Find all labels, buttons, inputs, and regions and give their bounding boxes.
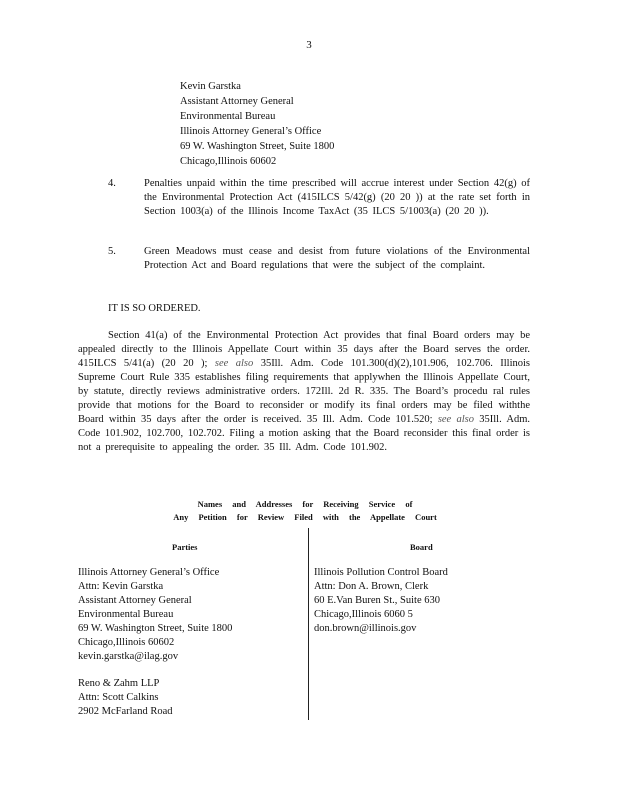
notice-text: Section 41(a) of the Environmental Protection Act provides that final Board orders may be appealed directly to the Illinois Appellate Court within 35 days after the Board serves the order. 415ILCS 5/41(a) (20 20 );	[78, 330, 530, 369]
address-line: Attn: Kevin Garstka	[78, 581, 164, 592]
address-line: Chicago,Illinois 60602	[78, 637, 175, 648]
column-divider	[308, 528, 309, 720]
address-line: Illinois Pollution Control Board	[314, 567, 448, 578]
page-number: 3	[306, 39, 312, 51]
service-list-heading	[160, 498, 450, 524]
address-line: Kevin Garstka	[180, 81, 241, 92]
address-line: 69 W. Washington Street, Suite 1800	[180, 141, 335, 152]
address-line: Illinois Attorney General’s Office	[180, 126, 322, 137]
board-address	[314, 566, 448, 636]
order-item-text: Green Meadows must cease and desist from future violations of the Environmental Protection Act and Board regulations that were the subject of the complaint.	[144, 246, 530, 271]
address-line: Assistant Attorney General	[78, 595, 192, 606]
address-line: Environmental Bureau	[180, 111, 276, 122]
address-block	[180, 80, 334, 170]
address-line: Chicago,Illinois 6060 5	[314, 609, 413, 620]
address-line: 69 W. Washington Street, Suite 1800	[78, 623, 233, 634]
see-also: see also	[214, 358, 254, 369]
address-line: Assistant Attorney General	[180, 96, 294, 107]
order-item-number: 4.	[108, 178, 116, 189]
appeal-notice-paragraph	[78, 329, 530, 455]
email-line: kevin.garstka@ilag.gov	[78, 651, 179, 662]
notice-text: 35Ill. Adm. Code 101.902, 102.700, 102.702. Filing a motion asking that the Board reconsider this final order is not a prerequisite to appealing the order. 35 Ill. Adm. Code 101.902.	[78, 414, 530, 453]
service-heading-line: Any Petition for Review Filed with the Appellate Court	[173, 512, 437, 522]
address-line: Illinois Attorney General’s Office	[78, 567, 220, 578]
see-also: see also	[437, 414, 474, 425]
parties-heading: Parties	[172, 542, 198, 552]
board-heading: Board	[410, 542, 433, 552]
order-item-text: Penalties unpaid within the time prescribed will accrue interest under Section 42(g) of the Environmental Protection Act (415ILCS 5/42(g) (20 20 )) at the rate set forth in Section 1003(a) of the Illinois Income TaxAct (35 ILCS 5/1003(a) (20 20 )).	[144, 178, 530, 217]
party-address-reno-zahm	[78, 677, 173, 719]
service-heading-line: Names and Addresses for Receiving Service of	[197, 499, 413, 509]
so-ordered: IT IS SO ORDERED.	[108, 303, 201, 314]
address-line: Attn: Scott Calkins	[78, 692, 159, 703]
address-line: Reno & Zahm LLP	[78, 678, 160, 689]
address-line: Environmental Bureau	[78, 609, 174, 620]
address-line: 60 E.Van Buren St., Suite 630	[314, 595, 440, 606]
email-line: don.brown@illinois.gov	[314, 623, 417, 634]
notice-text: 35Ill. Adm. Code 101.300(d)(2),101.906, 102.706. Illinois Supreme Court Rule 335 establishes filing requirements that applywhen the Illinois Appellate Court, by statute, directly reviews administrative orders. 172Ill. 2d R. 335. The Board’s procedu ral rules provide that motions for the Board to reconsider or modify its final orders may be filed withthe Board within 35 days after the order is received. 35 Ill. Adm. Code 101.520;	[78, 358, 530, 425]
address-line: Attn: Don A. Brown, Clerk	[314, 581, 429, 592]
order-item-number: 5.	[108, 246, 116, 257]
address-line: Chicago,Illinois 60602	[180, 156, 277, 167]
party-address-attorney-general	[78, 566, 232, 664]
address-line: 2902 McFarland Road	[78, 706, 173, 717]
